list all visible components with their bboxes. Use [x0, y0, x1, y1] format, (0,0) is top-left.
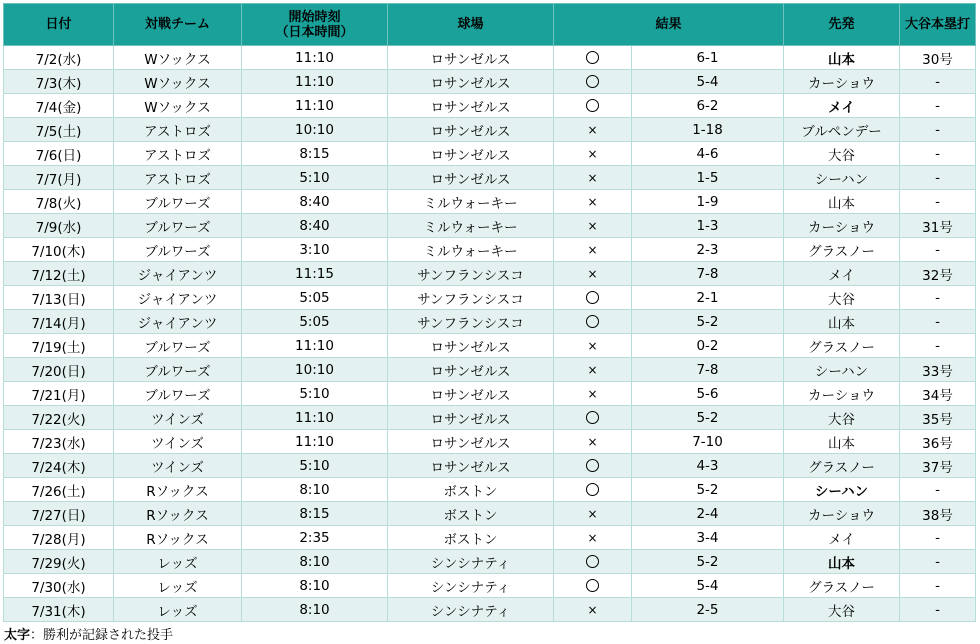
cell-opponent: ツインズ	[114, 430, 242, 454]
header-homerun: 大谷本塁打	[900, 4, 976, 46]
cell-score: 0-2	[632, 334, 784, 358]
cell-pitcher: メイ	[784, 262, 900, 286]
cell-date: 7/23(水)	[4, 430, 114, 454]
win-circle-icon	[586, 99, 599, 112]
cell-date: 7/4(金)	[4, 94, 114, 118]
cell-pitcher: カーショウ	[784, 382, 900, 406]
cell-stadium: シンシナティ	[388, 598, 554, 622]
table-row	[4, 118, 976, 142]
cell-stadium: ロサンゼルス	[388, 406, 554, 430]
cell-stadium: ロサンゼルス	[388, 46, 554, 70]
cell-date: 7/30(水)	[4, 574, 114, 598]
cell-pitcher: 大谷	[784, 406, 900, 430]
table-row	[4, 478, 976, 502]
cell-result	[554, 574, 632, 598]
cell-stadium: ロサンゼルス	[388, 118, 554, 142]
cell-stadium: ロサンゼルス	[388, 334, 554, 358]
loss-cross-icon: ×	[587, 338, 598, 353]
cell-score: 1-5	[632, 166, 784, 190]
cell-stadium: ロサンゼルス	[388, 94, 554, 118]
cell-result	[554, 430, 632, 454]
table-row	[4, 382, 976, 406]
cell-start-time: 8:10	[242, 550, 388, 574]
table-row	[4, 358, 976, 382]
table-row	[4, 550, 976, 574]
legend	[4, 624, 173, 643]
cell-homerun: -	[900, 526, 976, 550]
win-circle-icon	[586, 315, 599, 328]
table-row	[4, 142, 976, 166]
cell-date: 7/7(月)	[4, 166, 114, 190]
table-row	[4, 310, 976, 334]
cell-result	[554, 526, 632, 550]
cell-start-time: 11:10	[242, 430, 388, 454]
cell-date: 7/8(火)	[4, 190, 114, 214]
cell-homerun: -	[900, 94, 976, 118]
cell-stadium: ロサンゼルス	[388, 454, 554, 478]
cell-opponent: Rソックス	[114, 478, 242, 502]
cell-start-time: 11:15	[242, 262, 388, 286]
loss-cross-icon: ×	[587, 386, 598, 401]
cell-pitcher: 大谷	[784, 286, 900, 310]
loss-cross-icon: ×	[587, 122, 598, 137]
cell-date: 7/26(土)	[4, 478, 114, 502]
cell-opponent: アストロズ	[114, 142, 242, 166]
cell-homerun: -	[900, 142, 976, 166]
table-row	[4, 502, 976, 526]
table-row	[4, 286, 976, 310]
table-row	[4, 454, 976, 478]
cell-opponent: Wソックス	[114, 46, 242, 70]
header-stadium: 球場	[388, 4, 554, 46]
win-circle-icon	[586, 579, 599, 592]
cell-result	[554, 214, 632, 238]
cell-start-time: 8:15	[242, 142, 388, 166]
loss-cross-icon: ×	[587, 170, 598, 185]
cell-stadium: サンフランシスコ	[388, 286, 554, 310]
cell-score: 1-9	[632, 190, 784, 214]
cell-pitcher: グラスノー	[784, 334, 900, 358]
cell-opponent: ブルワーズ	[114, 358, 242, 382]
cell-stadium: サンフランシスコ	[388, 310, 554, 334]
cell-stadium: ロサンゼルス	[388, 70, 554, 94]
table-header-row	[4, 4, 976, 46]
cell-homerun: -	[900, 190, 976, 214]
cell-pitcher: メイ	[784, 526, 900, 550]
cell-opponent: ブルワーズ	[114, 334, 242, 358]
cell-opponent: ジャイアンツ	[114, 262, 242, 286]
cell-opponent: ブルワーズ	[114, 382, 242, 406]
win-circle-icon	[586, 555, 599, 568]
cell-start-time: 8:10	[242, 598, 388, 622]
cell-pitcher: カーショウ	[784, 502, 900, 526]
cell-result	[554, 310, 632, 334]
cell-date: 7/5(土)	[4, 118, 114, 142]
cell-opponent: ブルワーズ	[114, 190, 242, 214]
cell-date: 7/12(土)	[4, 262, 114, 286]
loss-cross-icon: ×	[587, 434, 598, 449]
cell-date: 7/27(日)	[4, 502, 114, 526]
cell-pitcher: 山本	[784, 550, 900, 574]
cell-result	[554, 166, 632, 190]
cell-homerun: 36号	[900, 430, 976, 454]
cell-date: 7/6(日)	[4, 142, 114, 166]
table-row	[4, 262, 976, 286]
cell-opponent: アストロズ	[114, 118, 242, 142]
cell-score: 6-2	[632, 94, 784, 118]
cell-opponent: ブルワーズ	[114, 214, 242, 238]
table-row	[4, 214, 976, 238]
cell-date: 7/28(月)	[4, 526, 114, 550]
cell-homerun: -	[900, 286, 976, 310]
cell-score: 5-4	[632, 70, 784, 94]
cell-start-time: 8:10	[242, 478, 388, 502]
cell-stadium: ボストン	[388, 502, 554, 526]
cell-score: 5-4	[632, 574, 784, 598]
loss-cross-icon: ×	[587, 266, 598, 281]
cell-pitcher: グラスノー	[784, 454, 900, 478]
cell-score: 1-3	[632, 214, 784, 238]
cell-homerun: 37号	[900, 454, 976, 478]
cell-date: 7/22(火)	[4, 406, 114, 430]
cell-score: 3-4	[632, 526, 784, 550]
table-row	[4, 526, 976, 550]
cell-result	[554, 94, 632, 118]
cell-start-time: 5:05	[242, 286, 388, 310]
cell-opponent: ブルワーズ	[114, 238, 242, 262]
cell-pitcher: 山本	[784, 310, 900, 334]
header-result: 結果	[554, 4, 784, 46]
cell-stadium: ミルウォーキー	[388, 190, 554, 214]
cell-start-time: 8:40	[242, 190, 388, 214]
cell-start-time: 5:10	[242, 382, 388, 406]
cell-pitcher: 大谷	[784, 142, 900, 166]
cell-pitcher: シーハン	[784, 166, 900, 190]
win-circle-icon	[586, 459, 599, 472]
cell-date: 7/29(火)	[4, 550, 114, 574]
cell-homerun: 38号	[900, 502, 976, 526]
cell-start-time: 11:10	[242, 334, 388, 358]
win-circle-icon	[586, 483, 599, 496]
cell-score: 2-4	[632, 502, 784, 526]
cell-result	[554, 454, 632, 478]
cell-stadium: ミルウォーキー	[388, 238, 554, 262]
header-date: 日付	[4, 4, 114, 46]
cell-start-time: 8:15	[242, 502, 388, 526]
cell-opponent: ジャイアンツ	[114, 310, 242, 334]
legend-description: ：勝利が記録された投手	[30, 628, 174, 643]
cell-homerun: -	[900, 310, 976, 334]
cell-score: 4-6	[632, 142, 784, 166]
cell-start-time: 5:05	[242, 310, 388, 334]
cell-pitcher: カーショウ	[784, 70, 900, 94]
cell-score: 5-2	[632, 406, 784, 430]
loss-cross-icon: ×	[587, 146, 598, 161]
cell-opponent: Wソックス	[114, 94, 242, 118]
cell-stadium: ミルウォーキー	[388, 214, 554, 238]
win-circle-icon	[586, 75, 599, 88]
cell-homerun: -	[900, 70, 976, 94]
cell-start-time: 5:10	[242, 166, 388, 190]
cell-pitcher: 山本	[784, 430, 900, 454]
cell-date: 7/13(日)	[4, 286, 114, 310]
cell-opponent: レッズ	[114, 598, 242, 622]
cell-opponent: Wソックス	[114, 70, 242, 94]
cell-pitcher: シーハン	[784, 478, 900, 502]
loss-cross-icon: ×	[587, 218, 598, 233]
cell-start-time: 10:10	[242, 358, 388, 382]
cell-homerun: 34号	[900, 382, 976, 406]
table-row	[4, 574, 976, 598]
cell-stadium: ロサンゼルス	[388, 382, 554, 406]
cell-result	[554, 286, 632, 310]
cell-result	[554, 46, 632, 70]
cell-score: 5-6	[632, 382, 784, 406]
cell-opponent: レッズ	[114, 574, 242, 598]
cell-result	[554, 334, 632, 358]
cell-date: 7/9(水)	[4, 214, 114, 238]
cell-result	[554, 406, 632, 430]
cell-stadium: ボストン	[388, 526, 554, 550]
cell-date: 7/24(木)	[4, 454, 114, 478]
cell-stadium: ボストン	[388, 478, 554, 502]
cell-date: 7/2(水)	[4, 46, 114, 70]
cell-homerun: -	[900, 118, 976, 142]
cell-score: 7-10	[632, 430, 784, 454]
header-start-time	[242, 4, 388, 46]
cell-date: 7/31(木)	[4, 598, 114, 622]
cell-start-time: 8:10	[242, 574, 388, 598]
table-row	[4, 94, 976, 118]
cell-stadium: ロサンゼルス	[388, 430, 554, 454]
cell-pitcher: シーハン	[784, 358, 900, 382]
loss-cross-icon: ×	[587, 506, 598, 521]
cell-date: 7/14(月)	[4, 310, 114, 334]
cell-score: 7-8	[632, 358, 784, 382]
cell-result	[554, 358, 632, 382]
loss-cross-icon: ×	[587, 602, 598, 617]
cell-homerun: -	[900, 574, 976, 598]
cell-score: 2-3	[632, 238, 784, 262]
cell-score: 4-3	[632, 454, 784, 478]
header-pitcher: 先発	[784, 4, 900, 46]
cell-result	[554, 382, 632, 406]
cell-homerun: 31号	[900, 214, 976, 238]
cell-pitcher: グラスノー	[784, 238, 900, 262]
cell-pitcher: ブルペンデー	[784, 118, 900, 142]
cell-result	[554, 550, 632, 574]
cell-pitcher: カーショウ	[784, 214, 900, 238]
cell-score: 5-2	[632, 310, 784, 334]
cell-start-time: 8:40	[242, 214, 388, 238]
cell-result	[554, 478, 632, 502]
cell-homerun: -	[900, 598, 976, 622]
cell-pitcher: 山本	[784, 46, 900, 70]
cell-opponent: レッズ	[114, 550, 242, 574]
cell-homerun: 35号	[900, 406, 976, 430]
table-row	[4, 46, 976, 70]
cell-homerun: -	[900, 334, 976, 358]
cell-homerun: -	[900, 478, 976, 502]
cell-opponent: アストロズ	[114, 166, 242, 190]
cell-homerun: 30号	[900, 46, 976, 70]
cell-homerun: -	[900, 238, 976, 262]
cell-start-time: 11:10	[242, 406, 388, 430]
cell-result	[554, 118, 632, 142]
cell-start-time: 11:10	[242, 94, 388, 118]
cell-stadium: サンフランシスコ	[388, 262, 554, 286]
header-start-line1: 開始時刻	[288, 9, 341, 25]
win-circle-icon	[586, 51, 599, 64]
cell-start-time: 5:10	[242, 454, 388, 478]
table-row	[4, 334, 976, 358]
table-row	[4, 190, 976, 214]
cell-homerun: -	[900, 550, 976, 574]
cell-opponent: Rソックス	[114, 502, 242, 526]
cell-pitcher: 大谷	[784, 598, 900, 622]
table-row	[4, 598, 976, 622]
cell-date: 7/21(月)	[4, 382, 114, 406]
cell-homerun: 32号	[900, 262, 976, 286]
cell-homerun: 33号	[900, 358, 976, 382]
cell-pitcher: 山本	[784, 190, 900, 214]
cell-score: 6-1	[632, 46, 784, 70]
cell-start-time: 10:10	[242, 118, 388, 142]
cell-result	[554, 70, 632, 94]
legend-bold-label: 太字	[4, 628, 31, 643]
table-row	[4, 238, 976, 262]
cell-result	[554, 238, 632, 262]
cell-pitcher: グラスノー	[784, 574, 900, 598]
cell-date: 7/10(木)	[4, 238, 114, 262]
cell-date: 7/20(日)	[4, 358, 114, 382]
cell-result	[554, 190, 632, 214]
cell-stadium: シンシナティ	[388, 574, 554, 598]
win-circle-icon	[586, 411, 599, 424]
cell-start-time: 2:35	[242, 526, 388, 550]
loss-cross-icon: ×	[587, 194, 598, 209]
cell-start-time: 11:10	[242, 70, 388, 94]
cell-start-time: 11:10	[242, 46, 388, 70]
cell-opponent: ツインズ	[114, 406, 242, 430]
table-row	[4, 166, 976, 190]
cell-opponent: Rソックス	[114, 526, 242, 550]
cell-homerun: -	[900, 166, 976, 190]
table-row	[4, 430, 976, 454]
cell-score: 1-18	[632, 118, 784, 142]
cell-stadium: シンシナティ	[388, 550, 554, 574]
cell-score: 5-2	[632, 478, 784, 502]
schedule-table-container	[3, 3, 976, 622]
cell-stadium: ロサンゼルス	[388, 358, 554, 382]
cell-result	[554, 598, 632, 622]
loss-cross-icon: ×	[587, 362, 598, 377]
cell-pitcher: メイ	[784, 94, 900, 118]
cell-opponent: ジャイアンツ	[114, 286, 242, 310]
loss-cross-icon: ×	[587, 530, 598, 545]
cell-score: 2-1	[632, 286, 784, 310]
cell-score: 7-8	[632, 262, 784, 286]
cell-opponent: ツインズ	[114, 454, 242, 478]
cell-score: 5-2	[632, 550, 784, 574]
cell-result	[554, 262, 632, 286]
loss-cross-icon: ×	[587, 242, 598, 257]
cell-result	[554, 142, 632, 166]
header-opponent: 対戦チーム	[114, 4, 242, 46]
table-row	[4, 70, 976, 94]
cell-stadium: ロサンゼルス	[388, 142, 554, 166]
cell-result	[554, 502, 632, 526]
schedule-table	[3, 3, 976, 622]
table-row	[4, 406, 976, 430]
cell-score: 2-5	[632, 598, 784, 622]
cell-date: 7/3(木)	[4, 70, 114, 94]
win-circle-icon	[586, 291, 599, 304]
cell-date: 7/19(土)	[4, 334, 114, 358]
header-start-line2: （日本時間）	[275, 24, 354, 40]
cell-stadium: ロサンゼルス	[388, 166, 554, 190]
cell-start-time: 3:10	[242, 238, 388, 262]
